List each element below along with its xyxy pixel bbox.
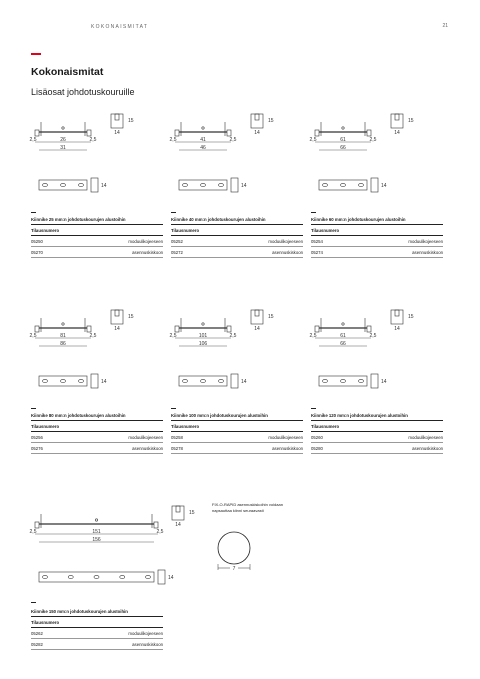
dim-inner-width: 101 <box>198 333 208 339</box>
dim-side-height: 15 <box>189 510 195 516</box>
running-header: KOKONAISMITAT <box>91 24 149 30</box>
order-code: 05278 <box>171 446 183 451</box>
dim-side-height: 15 <box>128 314 134 320</box>
dim-margin-left: 2,5 <box>169 137 177 143</box>
product-title: Kiinnike 60 mm:n johdotuskourujen alustoihin <box>311 217 406 222</box>
dim-margin-right: 2,5 <box>156 529 164 535</box>
order-table-header: Tilausnumero <box>171 420 303 432</box>
dim-side-height: 15 <box>268 118 274 124</box>
product-drawings <box>171 110 303 210</box>
dim-rail-width: 14 <box>241 379 247 385</box>
clip-diagram <box>208 520 268 580</box>
order-row <box>31 639 163 650</box>
product-title: Kiinnike 100 mm:n johdotuskourujen alustoihin <box>171 413 268 418</box>
product-card <box>31 306 163 466</box>
mount-type: asennuskiskoon <box>132 250 163 255</box>
product-drawings <box>31 110 163 210</box>
mount-type: moduulikojeeseen <box>268 435 303 440</box>
mount-type: asennuskiskoon <box>272 250 303 255</box>
dim-total-width: 86 <box>60 341 66 347</box>
order-code: 05272 <box>171 250 183 255</box>
order-row <box>31 236 163 247</box>
mount-type: moduulikojeeseen <box>128 631 163 636</box>
order-table-header: Tilausnumero <box>31 616 163 628</box>
order-code: 05274 <box>311 250 323 255</box>
order-row <box>311 432 443 443</box>
dim-margin-right: 2,5 <box>89 137 97 143</box>
product-drawings <box>311 110 443 210</box>
page-number: 21 <box>442 23 448 29</box>
mount-type: asennuskiskoon <box>132 446 163 451</box>
order-table <box>171 224 303 258</box>
title-dash <box>31 408 36 409</box>
order-code: 05270 <box>31 250 43 255</box>
order-table-header: Tilausnumero <box>31 420 163 432</box>
dim-margin-left: 2,5 <box>29 529 37 535</box>
order-code: 05254 <box>311 239 323 244</box>
mount-type: moduulikojeeseen <box>128 435 163 440</box>
dim-side-width: 14 <box>114 130 120 136</box>
title-dash <box>171 212 176 213</box>
product-card <box>171 110 303 270</box>
product-title: Kiinnike 120 mm:n johdotuskourujen alustoihin <box>311 413 408 418</box>
product-drawings <box>29 502 195 602</box>
order-table <box>31 420 163 454</box>
title-dash <box>31 602 36 603</box>
dim-side-width: 14 <box>394 130 400 136</box>
mount-type: moduulikojeeseen <box>408 435 443 440</box>
product-drawings <box>311 306 443 406</box>
dim-total-width: 31 <box>60 145 66 151</box>
order-code: 05252 <box>171 239 183 244</box>
dim-margin-left: 2,5 <box>29 137 37 143</box>
order-row <box>31 628 163 639</box>
order-table <box>171 420 303 454</box>
mount-type: asennuskiskoon <box>412 446 443 451</box>
accent-bar <box>31 53 41 55</box>
mount-type: asennuskiskoon <box>132 642 163 647</box>
order-table-header: Tilausnumero <box>171 224 303 236</box>
mount-type: moduulikojeeseen <box>268 239 303 244</box>
order-row <box>171 432 303 443</box>
order-code: 05258 <box>171 435 183 440</box>
order-row <box>171 247 303 258</box>
order-code: 05262 <box>31 631 43 636</box>
order-row <box>311 236 443 247</box>
order-row <box>311 443 443 454</box>
order-row <box>31 247 163 258</box>
page-subtitle: Lisäosat johdotuskouruille <box>31 87 135 97</box>
dim-inner-width: 81 <box>60 333 66 339</box>
product-title: Kiinnike 25 mm:n johdotuskourujen alustoihin <box>31 217 126 222</box>
order-table <box>31 616 163 650</box>
dim-side-height: 15 <box>128 118 134 124</box>
order-code: 05260 <box>311 435 323 440</box>
order-table <box>311 224 443 258</box>
clip-circle <box>218 532 250 564</box>
dim-rail-width: 14 <box>381 379 387 385</box>
dim-margin-left: 2,5 <box>29 333 37 339</box>
mount-type: moduulikojeeseen <box>128 239 163 244</box>
order-row <box>171 443 303 454</box>
title-dash <box>311 408 316 409</box>
product-title: Kiinnike 80 mm:n johdotuskourujen alustoihin <box>31 413 126 418</box>
dim-side-width: 14 <box>175 522 181 528</box>
product-title: Kiinnike 40 mm:n johdotuskourujen alustoihin <box>171 217 266 222</box>
dim-margin-right: 2,5 <box>369 137 377 143</box>
mount-type: moduulikojeeseen <box>408 239 443 244</box>
product-drawings <box>31 306 163 406</box>
dim-rail-width: 14 <box>168 575 174 581</box>
dim-side-width: 14 <box>114 326 120 332</box>
dim-margin-left: 2,5 <box>169 333 177 339</box>
dim-total-width: 46 <box>200 145 206 151</box>
dim-margin-right: 2,5 <box>89 333 97 339</box>
page-title: Kokonaismitat <box>31 66 104 78</box>
dim-inner-width: 151 <box>92 529 101 535</box>
dim-margin-right: 2,5 <box>229 333 237 339</box>
dim-total-width: 106 <box>198 341 208 347</box>
dim-margin-right: 2,5 <box>369 333 377 339</box>
order-code: 05280 <box>311 446 323 451</box>
order-code: 05282 <box>31 642 43 647</box>
order-row <box>171 236 303 247</box>
order-table <box>31 224 163 258</box>
order-row <box>311 247 443 258</box>
dim-inner-width: 41 <box>200 137 206 143</box>
dim-inner-width: 26 <box>60 137 66 143</box>
title-dash <box>171 408 176 409</box>
dim-total-width: 66 <box>340 145 346 151</box>
dim-rail-width: 14 <box>101 183 107 189</box>
product-card <box>311 306 443 466</box>
dim-rail-width: 14 <box>241 183 247 189</box>
product-title: Kiinnike 150 mm:n johdotuskourujen alustoihin <box>31 609 128 614</box>
dim-margin-left: 2,5 <box>309 333 317 339</box>
order-table-header: Tilausnumero <box>311 420 443 432</box>
clip-dim-label: 7 <box>232 566 236 572</box>
mount-type: asennuskiskoon <box>412 250 443 255</box>
order-code: 05256 <box>31 435 43 440</box>
title-dash <box>31 212 36 213</box>
dim-total-width: 66 <box>340 341 346 347</box>
dim-side-width: 14 <box>254 130 260 136</box>
mount-type: asennuskiskoon <box>272 446 303 451</box>
order-table-header: Tilausnumero <box>31 224 163 236</box>
product-card <box>29 502 195 662</box>
product-drawings <box>171 306 303 406</box>
order-code: 05250 <box>31 239 43 244</box>
dim-side-width: 14 <box>254 326 260 332</box>
title-dash <box>311 212 316 213</box>
dim-margin-left: 2,5 <box>309 137 317 143</box>
product-card <box>31 110 163 270</box>
dim-total-width: 156 <box>92 537 101 543</box>
order-table-header: Tilausnumero <box>311 224 443 236</box>
product-card <box>171 306 303 466</box>
product-card <box>311 110 443 270</box>
dim-rail-width: 14 <box>381 183 387 189</box>
dim-side-height: 15 <box>408 118 414 124</box>
dim-inner-width: 61 <box>340 333 346 339</box>
order-row <box>31 432 163 443</box>
dim-inner-width: 61 <box>340 137 346 143</box>
dim-side-width: 14 <box>394 326 400 332</box>
clip-note: FIX-O-RAPID asennuskiskoihin voidaan napsauttaa kiinni seuraavasti <box>212 502 283 513</box>
dim-margin-right: 2,5 <box>229 137 237 143</box>
dim-rail-width: 14 <box>101 379 107 385</box>
order-row <box>31 443 163 454</box>
dim-side-height: 15 <box>268 314 274 320</box>
order-code: 05276 <box>31 446 43 451</box>
dim-side-height: 15 <box>408 314 414 320</box>
order-table <box>311 420 443 454</box>
